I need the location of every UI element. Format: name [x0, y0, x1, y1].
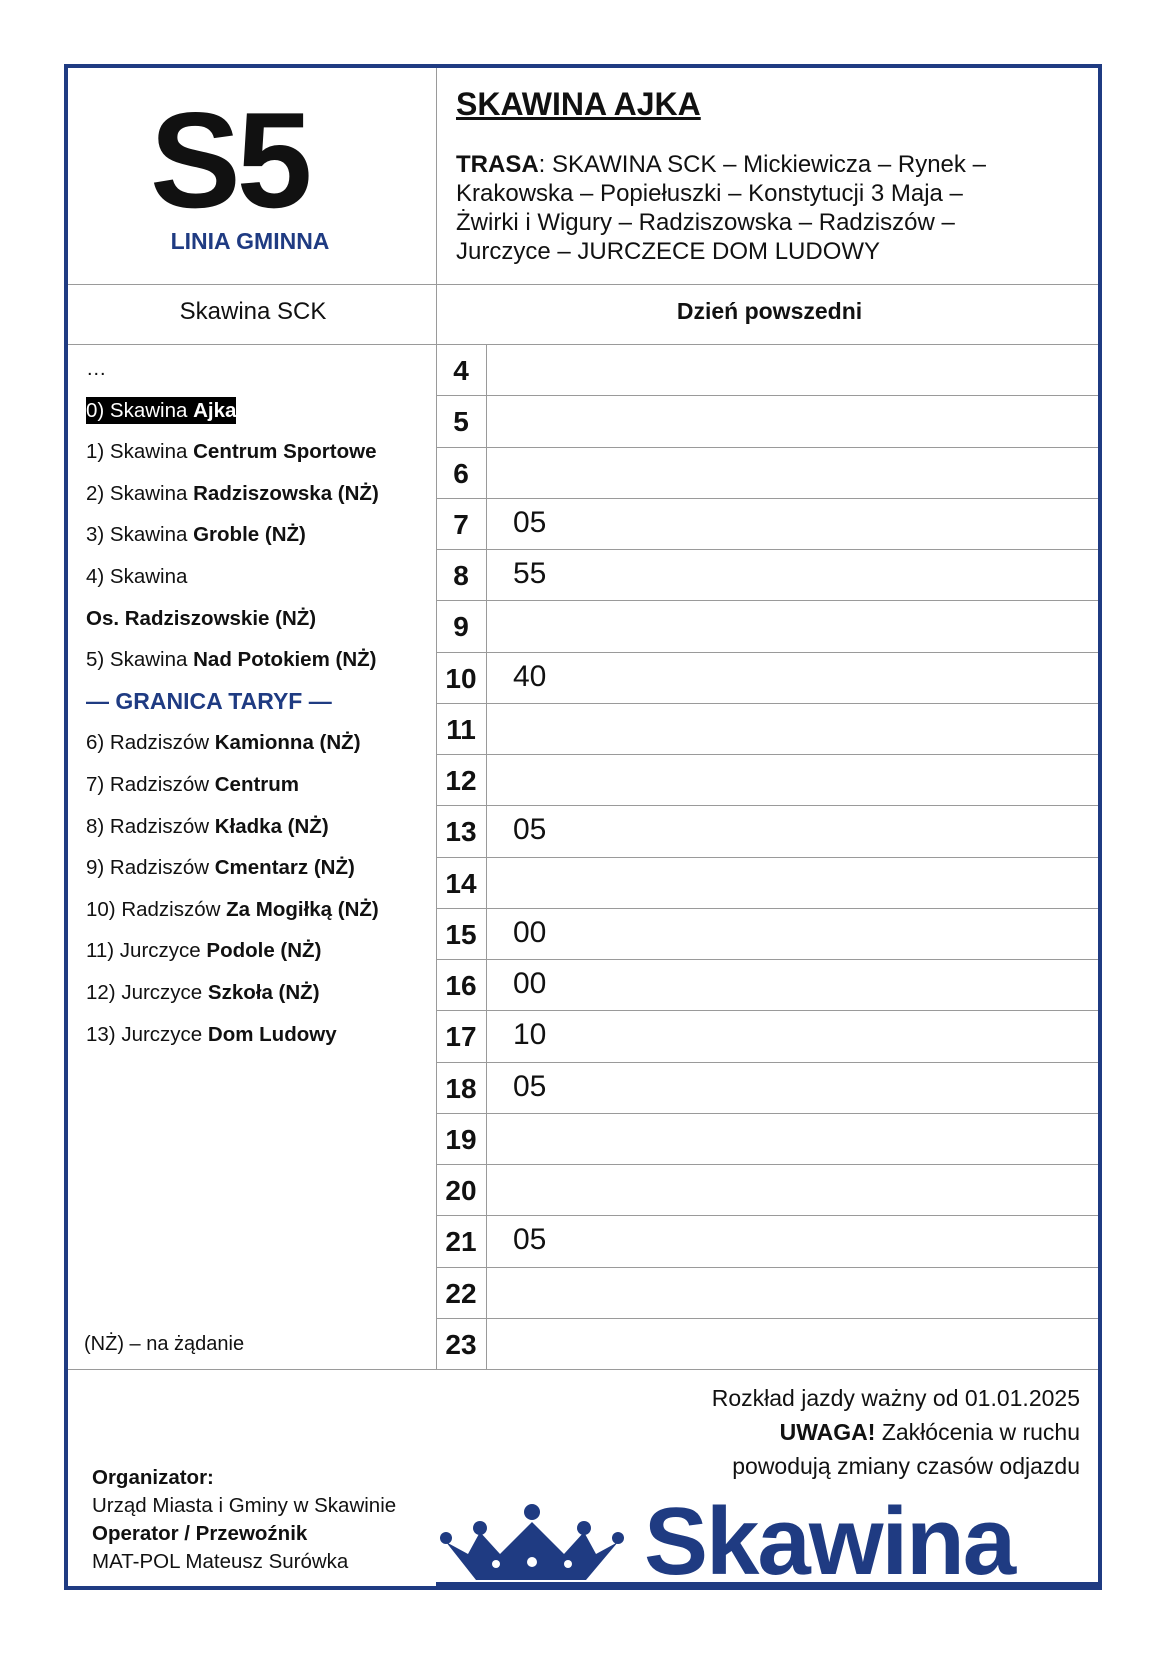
stop-prefix: 6) Radziszów [86, 731, 215, 755]
stop-prefix: 3) Skawina [86, 523, 194, 547]
line-number: S5 [150, 84, 309, 236]
stop-item [86, 722, 426, 764]
departure-minutes: 55 [513, 557, 547, 590]
skawina-wordmark: Skawina [644, 1488, 1015, 1595]
stop-prefix: 5) Skawina [86, 648, 194, 672]
hour-label: 14 [445, 867, 477, 899]
hour-label: 5 [453, 406, 469, 438]
hour-row-rule [437, 1164, 1098, 1165]
stop-title: SKAWINA AJKA [456, 86, 701, 122]
stop-name-bold: Podole (NŻ) [206, 939, 322, 963]
route-label: TRASA [456, 151, 539, 178]
validity-notice [712, 1381, 1080, 1483]
stop-prefix: 13) Jurczyce [86, 1022, 208, 1046]
stop-item [86, 348, 426, 390]
stop-prefix: 2) Skawina [86, 481, 194, 505]
stop-name-bold: Centrum [214, 772, 300, 796]
hour-label: 8 [453, 560, 469, 591]
hour-row-rule [437, 1267, 1098, 1268]
hour-row-rule [437, 1215, 1098, 1216]
stop-prefix: — GRANICA TARYF — [86, 687, 332, 714]
route-description [456, 150, 1036, 266]
hour-row-rule [437, 1318, 1098, 1319]
departure-minutes: 05 [513, 505, 547, 539]
route-line: Żwirki i Wigury – Radziszowska – Radziszów – [456, 209, 955, 236]
validity-date: Rozkład jazdy ważny od 01.01.2025 [711, 1385, 1080, 1411]
hour-label: 6 [453, 457, 469, 489]
stop-prefix: … [86, 357, 107, 380]
hour-label: 16 [445, 970, 477, 1001]
hour-label: 11 [446, 713, 476, 745]
stop-prefix: 8) Radziszów [86, 814, 215, 838]
hour-label: 23 [445, 1328, 477, 1360]
stop-name-bold: Kamionna (NŻ) [214, 731, 361, 755]
tariff-border [86, 681, 426, 723]
organizer-name: Urząd Miasta i Gminy w Skawinie [92, 1494, 397, 1517]
operator-name: MAT-POL Mateusz Surówka [92, 1550, 349, 1573]
hour-row-rule [437, 447, 1098, 448]
stop-prefix: 4) Skawina [86, 564, 188, 588]
stop-list [86, 348, 426, 1055]
stop-name-bold: Groble (NŻ) [193, 523, 306, 547]
stop-name-bold: Cmentarz (NŻ) [214, 856, 355, 880]
hour-label: 20 [445, 1175, 477, 1206]
hour-label: 10 [445, 662, 477, 694]
hour-label: 22 [445, 1277, 477, 1309]
route-line: Krakowska – Popiełuszki – Konstytucji 3 Maja – [456, 180, 963, 207]
stop-item [86, 598, 426, 640]
stop-item [86, 639, 426, 681]
departure-minutes: 40 [513, 659, 547, 693]
stop-prefix: 9) Radziszów [86, 856, 215, 880]
hour-label: 21 [445, 1226, 477, 1258]
stop-name-bold: Centrum Sportowe [193, 440, 377, 464]
hour-label: 7 [453, 508, 469, 540]
stop-item [86, 972, 426, 1014]
organizer-label: Organizator: [92, 1466, 214, 1489]
hour-row-rule [437, 652, 1098, 653]
stop-item [86, 930, 426, 972]
hour-row-rule [437, 1062, 1098, 1063]
stop-item [86, 847, 426, 889]
hour-row-rule [437, 908, 1098, 909]
stop-item [86, 764, 426, 806]
hour-label: 13 [445, 816, 477, 848]
hour-label: 15 [445, 918, 477, 950]
hour-row-rule [437, 1010, 1098, 1011]
hour-label: 18 [445, 1072, 477, 1104]
current-stop-name: Skawina SCK [179, 298, 327, 325]
hour-row-rule [437, 1113, 1098, 1114]
stop-name-bold: Os. Radziszowskie (NŻ) [86, 606, 317, 630]
hour-row-rule [437, 600, 1098, 601]
hour-row-rule [437, 395, 1098, 396]
hour-row-rule [437, 805, 1098, 806]
stop-name-bold: Ajka [193, 398, 237, 422]
stop-name-bold: Dom Ludowy [207, 1022, 337, 1046]
stop-name-bold: Radziszowska (NŻ) [193, 481, 379, 505]
day-type: Dzień powszedni [676, 298, 863, 324]
stop-item [86, 806, 426, 848]
departure-minutes: 00 [513, 915, 547, 949]
stop-item [86, 1014, 426, 1056]
warning-line-2: powodują zmiany czasów odjazdu [732, 1453, 1080, 1479]
stop-prefix: 10) Radziszów [86, 897, 227, 921]
hour-row-rule [437, 703, 1098, 704]
stop-prefix: 1) Skawina [86, 440, 194, 464]
departure-minutes: 05 [513, 813, 547, 847]
on-request-note: (NŻ) – na żądanie [84, 1333, 245, 1355]
stop-prefix: 11) Jurczyce [86, 939, 207, 963]
hour-label: 9 [453, 611, 469, 643]
hour-row-rule [437, 549, 1098, 550]
hour-row-rule [437, 754, 1098, 755]
stop-item [86, 514, 426, 556]
route-line: Jurczyce – JURCZECE DOM LUDOWY [456, 238, 881, 265]
line-type: LINIA GMINNA [170, 228, 330, 254]
hour-label: 12 [445, 765, 477, 796]
stop-prefix: 7) Radziszów [86, 772, 215, 796]
hour-label: 4 [453, 355, 469, 386]
departure-minutes: 05 [513, 1069, 547, 1103]
table-bottom-rule [68, 1369, 1098, 1370]
operator-label: Operator / Przewoźnik [92, 1522, 308, 1545]
stop-item [86, 889, 426, 931]
warning-text: Zakłócenia w ruchu [875, 1419, 1080, 1445]
stop-item [86, 390, 426, 432]
subheader-bottom-rule [68, 344, 1098, 345]
stop-name-bold: Kładka (NŻ) [214, 814, 329, 838]
stop-item [86, 431, 426, 473]
route-line: : SKAWINA SCK – Mickiewicza – Rynek – [538, 151, 986, 178]
departure-minutes: 10 [513, 1018, 547, 1052]
stop-prefix: 12) Jurczyce [86, 980, 208, 1004]
hour-row-rule [437, 498, 1098, 499]
header-bottom-rule [68, 284, 1098, 285]
hour-label: 17 [445, 1021, 477, 1053]
warning-line [712, 1415, 1080, 1449]
stop-prefix: 0) Skawina [86, 398, 194, 422]
stop-item [86, 556, 426, 598]
stop-name-bold: Za Mogiłką (NŻ) [226, 897, 379, 921]
departure-minutes: 00 [513, 967, 547, 1000]
stop-name-bold: Nad Potokiem (NŻ) [193, 648, 377, 672]
organizer-info [92, 1464, 396, 1576]
warning-label: UWAGA! [779, 1419, 876, 1445]
hour-row-rule [437, 959, 1098, 960]
stop-item [86, 473, 426, 515]
hour-row-rule [437, 857, 1098, 858]
hour-label: 19 [445, 1123, 477, 1155]
departure-minutes: 05 [513, 1223, 547, 1257]
stop-name-bold: Szkoła (NŻ) [207, 980, 320, 1004]
